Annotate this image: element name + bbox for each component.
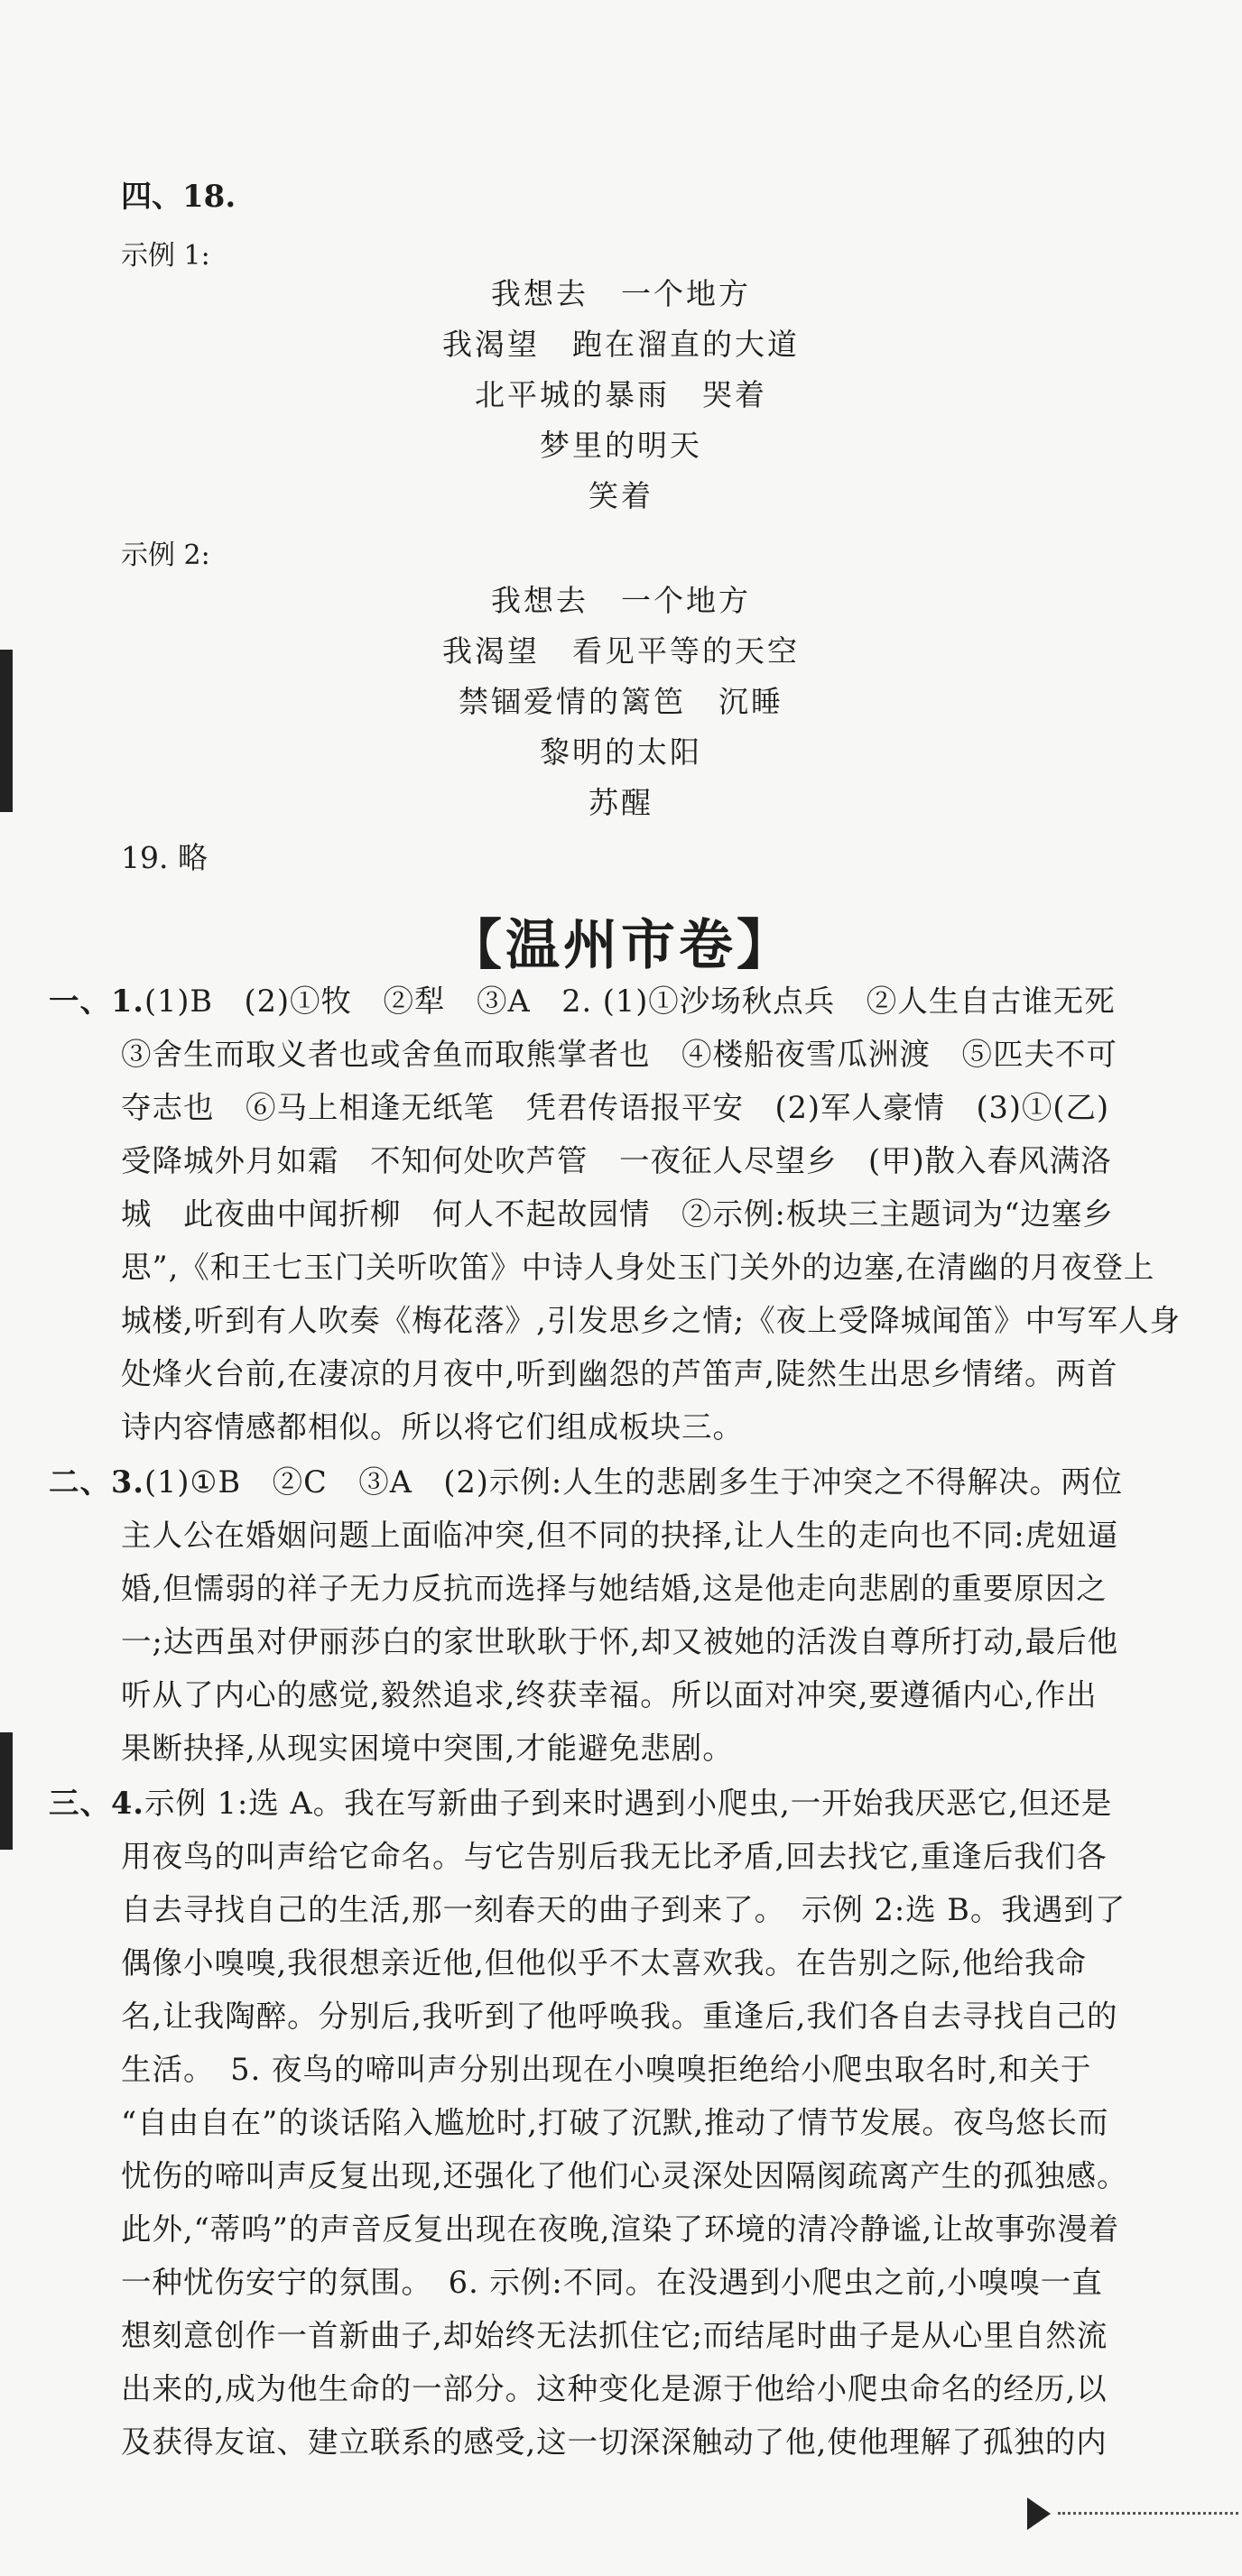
text-line: 用夜鸟的叫声给它命名。与它告别后我无比矛盾,回去找它,重逢后我们各 bbox=[121, 1839, 1108, 1874]
example-1-poem bbox=[0, 269, 1242, 522]
text-line: “自由自在”的谈话陷入尴尬时,打破了沉默,推动了情节发展。夜鸟悠长而 bbox=[121, 2105, 1109, 2140]
next-page-arrow-icon bbox=[1027, 2498, 1051, 2530]
text-line: 处烽火台前,在凄凉的月夜中,听到幽怨的芦笛声,陡然生出思乡情绪。两首 bbox=[121, 1356, 1118, 1391]
poem-line: 我想去 一个地方 bbox=[491, 583, 751, 618]
text-line: 想刻意创作一首新曲子,却始终无法抓住它;而结尾时曲子是从心里自然流 bbox=[121, 2318, 1108, 2353]
text-line: 受降城外月如霜 不知何处吹芦管 一夜征人尽望乡 (甲)散入春风满洛 bbox=[121, 1143, 1112, 1178]
text-line: 思”,《和王七玉门关听吹笛》中诗人身处玉门关外的边塞,在清幽的月夜登上 bbox=[121, 1250, 1155, 1285]
poem-line: 苏醒 bbox=[589, 785, 653, 820]
section-title: 【温州市卷】 bbox=[448, 914, 794, 977]
example-2-poem bbox=[0, 576, 1242, 828]
text-line: 果断抉择,从现实困境中突围,才能避免悲剧。 bbox=[121, 1731, 734, 1766]
question-heading: 四、18. bbox=[121, 179, 236, 215]
part-2-line-1: 二、3.(1)①B ②C ③A (2)示例:人生的悲剧多生于冲突之不得解决。两位 bbox=[49, 1464, 1124, 1500]
text-line: 出来的,成为他生命的一部分。这种变化是源于他给小爬虫命名的经历,以 bbox=[121, 2371, 1108, 2406]
poem-line: 禁锢爱情的篱笆 沉睡 bbox=[459, 684, 783, 719]
text-line: 夺志也 ⑥马上相逢无纸笔 凭君传语报平安 (2)军人豪情 (3)①(乙) bbox=[121, 1090, 1110, 1125]
poem-line: 梦里的明天 bbox=[540, 428, 702, 463]
part-1 bbox=[49, 974, 1191, 1454]
text-line: 生活。 5. 夜鸟的啼叫声分别出现在小嗅嗅拒绝给小爬虫取名时,和关于 bbox=[121, 2052, 1092, 2087]
text-line: 忧伤的啼叫声反复出现,还强化了他们心灵深处因隔阂疏离产生的孤独感。 bbox=[121, 2158, 1128, 2193]
text-line: 诗内容情感都相似。所以将它们组成板块三。 bbox=[121, 1409, 744, 1445]
text-line: 名,让我陶醉。分别后,我听到了他呼唤我。重逢后,我们各自去寻找自己的 bbox=[121, 1999, 1118, 2034]
binding-mark-bottom bbox=[0, 1732, 13, 1850]
text-line: 及获得友谊、建立联系的感受,这一切深深触动了他,使他理解了孤独的内 bbox=[121, 2424, 1108, 2460]
poem-line: 北平城的暴雨 哭着 bbox=[475, 377, 767, 412]
question-19: 19. 略 bbox=[121, 840, 208, 875]
part-2 bbox=[49, 1455, 1191, 1775]
text-line: 城 此夜曲中闻折柳 何人不起故园情 ②示例:板块三主题词为“边塞乡 bbox=[121, 1196, 1114, 1232]
poem-line: 我渴望 跑在溜直的大道 bbox=[442, 327, 800, 362]
part-3 bbox=[49, 1777, 1191, 2469]
example-2-label: 示例 2: bbox=[121, 540, 210, 571]
poem-line: 我想去 一个地方 bbox=[491, 276, 751, 311]
dotted-leader bbox=[1058, 2512, 1238, 2515]
part-3-line-1: 三、4.示例 1:选 A。我在写新曲子到来时遇到小爬虫,一开始我厌恶它,但还是 bbox=[49, 1786, 1113, 1821]
text-line: 城楼,听到有人吹奏《梅花落》,引发思乡之情;《夜上受降城闻笛》中写军人身 bbox=[121, 1303, 1182, 1338]
poem-line: 我渴望 看见平等的天空 bbox=[442, 633, 800, 669]
part-1-number: 一、1. bbox=[49, 983, 144, 1019]
part-1-line-1: 一、1.(1)B (2)①牧 ②犁 ③A 2. (1)①沙场秋点兵 ②人生自古谁无死 bbox=[49, 983, 1116, 1019]
text-line: 自去寻找自己的生活,那一刻春天的曲子到来了。 示例 2:选 B。我遇到了 bbox=[121, 1892, 1126, 1927]
poem-line: 笑着 bbox=[589, 478, 653, 513]
poem-line: 黎明的太阳 bbox=[540, 734, 702, 770]
text-line: 主人公在婚姻问题上面临冲突,但不同的抉择,让人生的走向也不同:虎妞逼 bbox=[121, 1518, 1119, 1553]
text-line: 此外,“蒂呜”的声音反复出现在夜晚,渲染了环境的清冷静谧,让故事弥漫着 bbox=[121, 2211, 1120, 2247]
text-line: 偶像小嗅嗅,我很想亲近他,但他似乎不太喜欢我。在告别之际,他给我命 bbox=[121, 1945, 1087, 1980]
text-line: ③舍生而取义者也或舍鱼而取熊掌者也 ④楼船夜雪瓜洲渡 ⑤匹夫不可 bbox=[121, 1037, 1117, 1072]
example-1-label: 示例 1: bbox=[121, 240, 210, 272]
part-3-number: 三、4. bbox=[49, 1786, 144, 1821]
part-2-number: 二、3. bbox=[49, 1464, 144, 1500]
text-line: 一种忧伤安宁的氛围。 6. 示例:不同。在没遇到小爬虫之前,小嗅嗅一直 bbox=[121, 2265, 1103, 2300]
text-line: 听从了内心的感觉,毅然追求,终获幸福。所以面对冲突,要遵循内心,作出 bbox=[121, 1677, 1098, 1713]
text-line: 一;达西虽对伊丽莎白的家世耿耿于怀,却又被她的活泼自尊所打动,最后他 bbox=[121, 1624, 1119, 1659]
text-line: 婚,但懦弱的祥子无力反抗而选择与她结婚,这是他走向悲剧的重要原因之 bbox=[121, 1571, 1108, 1606]
